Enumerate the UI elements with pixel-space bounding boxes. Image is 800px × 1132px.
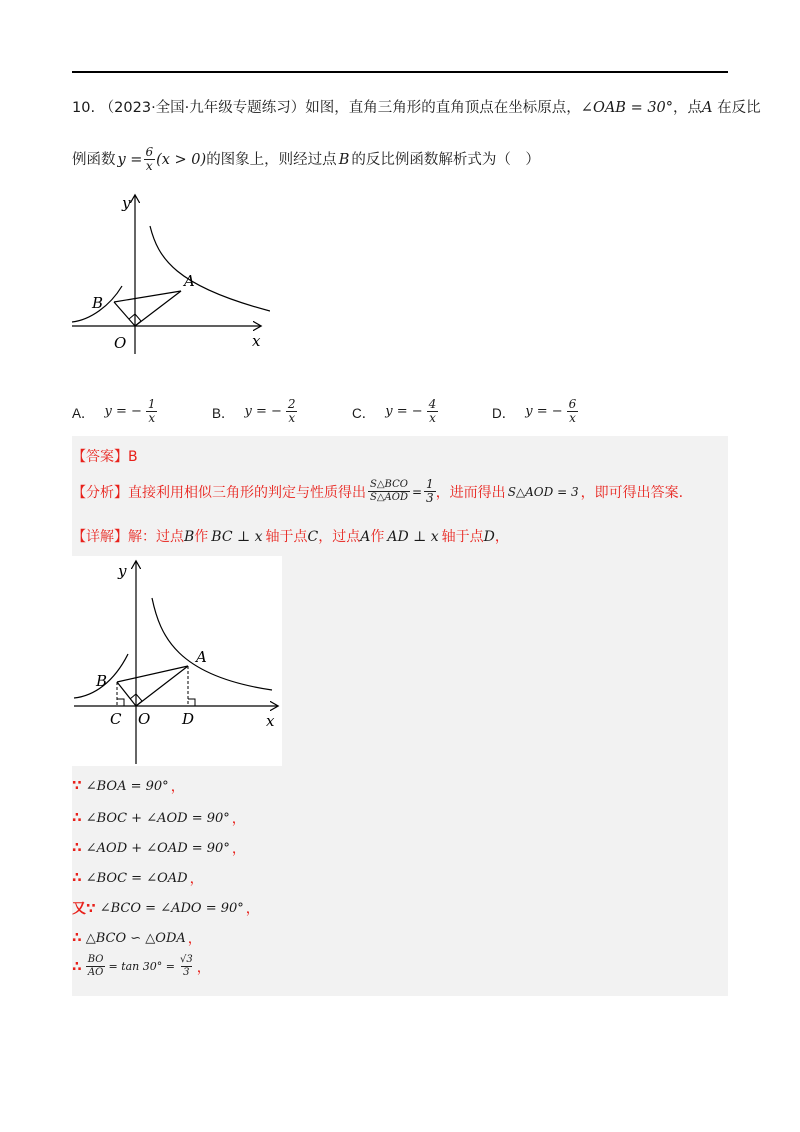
analysis-rhs [424, 478, 436, 505]
step-4 [72, 868, 204, 888]
label-x-2: x [266, 712, 275, 730]
segment-ab [114, 291, 181, 302]
option-d-label: D． [492, 405, 516, 421]
step-5 [72, 898, 260, 918]
analysis-text-3: ，即可得出答案. [580, 484, 684, 501]
question-line-2 [72, 146, 540, 173]
question-number: 10. [72, 100, 96, 116]
analysis-ratio [368, 479, 410, 504]
option-b[interactable] [212, 398, 298, 425]
question-text-1b: ，点 [673, 100, 703, 116]
function-lhs: y = [117, 151, 143, 168]
point-b-ref: B [338, 151, 350, 168]
function-denominator: x [145, 159, 153, 173]
question-text-1: 如图，直角三角形的直角顶点在坐标原点， [305, 100, 581, 116]
detail-text-3: 轴于点 [265, 529, 308, 545]
segment-bo [114, 302, 135, 326]
curve-right-branch [150, 226, 270, 311]
question-source: （2023·全国·九年级专题练习） [99, 100, 306, 116]
detail-text-4: ，过点 [318, 529, 361, 545]
option-b-den: x [288, 411, 296, 425]
step-7-result [178, 954, 195, 979]
analysis-ratio-num: S△BCO [370, 479, 408, 490]
point-a-ref: A [702, 100, 713, 116]
step-3-equation: ∠AOD + ∠OAD = 90° [85, 840, 230, 856]
function-condition: (x > 0) [156, 151, 207, 168]
function-numerator: 6 [145, 145, 154, 159]
option-d-lhs: y = − [525, 404, 563, 419]
step-1-equation: ∠BOA = 90° [85, 778, 169, 794]
figure-2-background [72, 556, 282, 766]
step-2 [72, 808, 246, 828]
step-6-symbol: ∴ [72, 930, 82, 946]
detail-point-c: C [307, 529, 319, 545]
header-rule [72, 71, 728, 73]
detail-bc-perp: BC ⊥ x [211, 529, 263, 545]
detail-line [72, 526, 509, 546]
step-4-symbol: ∴ [72, 870, 82, 886]
figure-2 [72, 556, 282, 766]
detail-point-b: B [184, 529, 195, 545]
step-7-tail: ， [196, 959, 211, 976]
label-c-2: C [110, 710, 122, 728]
option-a-label: A． [72, 405, 95, 421]
option-a[interactable] [72, 398, 158, 425]
segment-oa [135, 291, 181, 326]
step-2-tail: ， [231, 811, 246, 827]
option-c-num: 4 [428, 397, 437, 411]
option-b-label: B． [212, 405, 235, 421]
step-7 [72, 954, 211, 979]
step-3-symbol: ∴ [72, 840, 82, 856]
step-7-middle: = tan 30° = [108, 960, 175, 973]
label-y-2: y [118, 562, 127, 580]
step-2-equation: ∠BOC + ∠AOD = 90° [85, 810, 230, 826]
step-7-result-den: 3 [183, 967, 190, 978]
option-b-lhs: y = − [244, 404, 282, 419]
detail-point-a: A [360, 529, 371, 545]
analysis-ratio-den: S△AOD [370, 492, 408, 503]
option-c[interactable] [352, 398, 438, 425]
label-o-2: O [138, 710, 151, 728]
option-d-num: 6 [568, 397, 577, 411]
detail-text-5: 作 [370, 529, 385, 545]
question-text-2a: 例函数 [72, 151, 116, 168]
step-7-ratio-num: BO [87, 954, 104, 965]
question-text-2c: 的反比例函数解析式为（ ） [351, 151, 540, 168]
analysis-equals: = [411, 484, 423, 499]
detail-point-d: D [483, 529, 495, 545]
analysis-area-expr: S△AOD = 3 [507, 484, 579, 499]
detail-ad-perp: AD ⊥ x [387, 529, 439, 545]
step-1-tail: ， [170, 779, 185, 795]
step-4-equation: ∠BOC = ∠OAD [85, 870, 188, 886]
detail-text-6: 轴于点 [441, 529, 484, 545]
label-b: B [92, 294, 104, 312]
analysis-tag: 【分析】 [72, 484, 128, 501]
answer-value: B [128, 449, 138, 465]
step-1-symbol: ∵ [72, 778, 82, 794]
question-line-1 [72, 98, 761, 118]
analysis-text-2: ，进而得出 [435, 484, 506, 501]
question-text-2b: 的图象上，则经过点 [206, 151, 337, 168]
angle-expression: ∠OAB = 30° [580, 100, 674, 116]
option-d[interactable] [492, 398, 578, 425]
step-5-tail: ， [245, 901, 260, 917]
detail-text-7: ， [494, 529, 509, 545]
option-a-den: x [148, 411, 156, 425]
analysis-rhs-den: 3 [426, 491, 434, 505]
answer-line [72, 446, 138, 466]
option-c-den: x [429, 411, 436, 425]
option-a-num: 1 [147, 397, 156, 411]
figure-1 [70, 188, 270, 356]
label-x: x [252, 332, 261, 350]
detail-tag: 【详解】 [72, 529, 128, 545]
step-3 [72, 838, 246, 858]
step-2-symbol: ∴ [72, 810, 82, 826]
option-c-lhs: y = − [385, 404, 423, 419]
step-7-ratio [86, 954, 106, 979]
label-o: O [114, 334, 127, 352]
question-text-1c: 在反比 [717, 100, 761, 116]
step-6-tail: ， [187, 931, 202, 947]
step-1 [72, 776, 185, 796]
option-a-lhs: y = − [104, 404, 142, 419]
detail-text-1: 解：过点 [128, 529, 184, 545]
step-5-equation: ∠BCO = ∠ADO = 90° [99, 900, 244, 916]
step-4-tail: ， [189, 871, 204, 887]
step-7-ratio-den: AO [87, 967, 104, 978]
analysis-text-1: 直接利用相似三角形的判定与性质得出 [128, 484, 366, 501]
step-7-symbol: ∴ [72, 958, 82, 975]
analysis-line [72, 478, 683, 505]
label-a-2: A [196, 648, 207, 666]
option-b-num: 2 [287, 397, 296, 411]
step-6-equation: △BCO ∽ △ODA [85, 930, 186, 946]
step-7-result-num: √3 [179, 954, 193, 965]
function-fraction [143, 146, 155, 173]
step-3-tail: ， [231, 841, 246, 857]
step-5-symbol: 又∵ [72, 901, 96, 917]
label-d-2: D [182, 710, 195, 728]
analysis-rhs-num: 1 [426, 477, 434, 491]
label-b-2: B [96, 672, 108, 690]
option-d-den: x [569, 411, 576, 425]
step-6 [72, 928, 202, 948]
label-y: y [122, 194, 131, 212]
label-a: A [184, 272, 195, 290]
detail-text-2: 作 [194, 529, 209, 545]
option-c-label: C． [352, 405, 376, 421]
answer-tag: 【答案】 [72, 449, 128, 465]
